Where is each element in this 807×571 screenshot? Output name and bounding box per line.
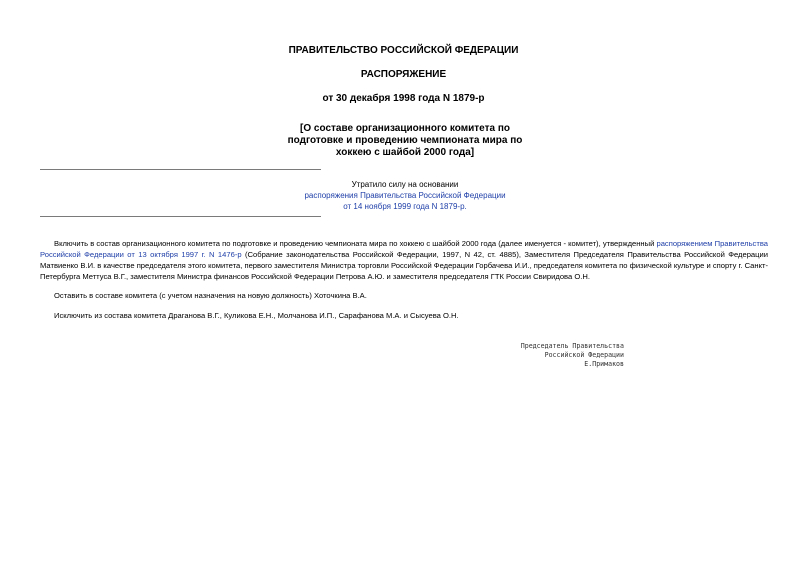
document-date-number: от 30 декабря 1998 года N 1879-р <box>322 93 485 104</box>
document-title-line: [О составе организационного комитета по <box>300 123 510 134</box>
body-paragraph-1 <box>40 238 768 282</box>
signature-line: Российской Федерации <box>544 351 624 359</box>
decree-link[interactable]: распоряжением Правительства Российской Федерации от 13 октября 1997 г. N 1476-р <box>40 239 768 259</box>
document-title-line: хоккею с шайбой 2000 года] <box>335 147 475 158</box>
government-heading: ПРАВИТЕЛЬСТВО РОССИЙСКОЙ ФЕДЕРАЦИИ <box>288 45 519 56</box>
repeal-link[interactable]: от 14 ноября 1999 года N 1879-р. <box>343 202 467 211</box>
signature-line: Председатель Правительства <box>520 342 624 350</box>
divider-top <box>40 169 321 170</box>
document-title-line: подготовке и проведению чемпионата мира по <box>287 135 523 146</box>
body-paragraph-2: Оставить в составе комитета (с учетом назначения на новую должность) Хоточкина В.А. <box>54 291 367 300</box>
repeal-link[interactable]: распоряжения Правительства Российской Федерации <box>304 191 506 200</box>
repeal-notice-text: Утратило силу на основании <box>351 180 459 189</box>
document-type: РАСПОРЯЖЕНИЕ <box>360 69 447 80</box>
paragraph-text: Включить в состав организационного комитета по подготовке и проведению чемпионата мира по хоккею с шайбой 2000 года (далее именуется - комитет), утвержденный <box>54 239 657 248</box>
body-paragraph-3: Исключить из состава комитета Драганова В.Г., Куликова Е.Н., Молчанова И.П., Сарафанова М.А. и Сысуева О.Н. <box>54 311 459 320</box>
signature-block <box>470 342 624 369</box>
signature-line: Е.Примаков <box>584 360 624 368</box>
divider-bottom <box>40 216 321 217</box>
paragraph-text: (Собрание законодательства Российской Федерации, 1997, N 42, ст. 4885), Заместителя Председателя Правительства Российской Федерации Матвиенко В.И. в качестве председателя этого комитета, первого заместителя Министра торговли Российской Федерации Горбачева И.И., председателя комитета по физической культуре и спорту г. Санкт-Петербурга Меттуса В.Г., заместителя Министра финансов Российской Федерации Петрова А.Ю. и заместителя председателя ГТК России Свиридова О.Н. <box>40 250 768 281</box>
repeal-notice <box>300 179 510 212</box>
document-title <box>260 123 550 159</box>
